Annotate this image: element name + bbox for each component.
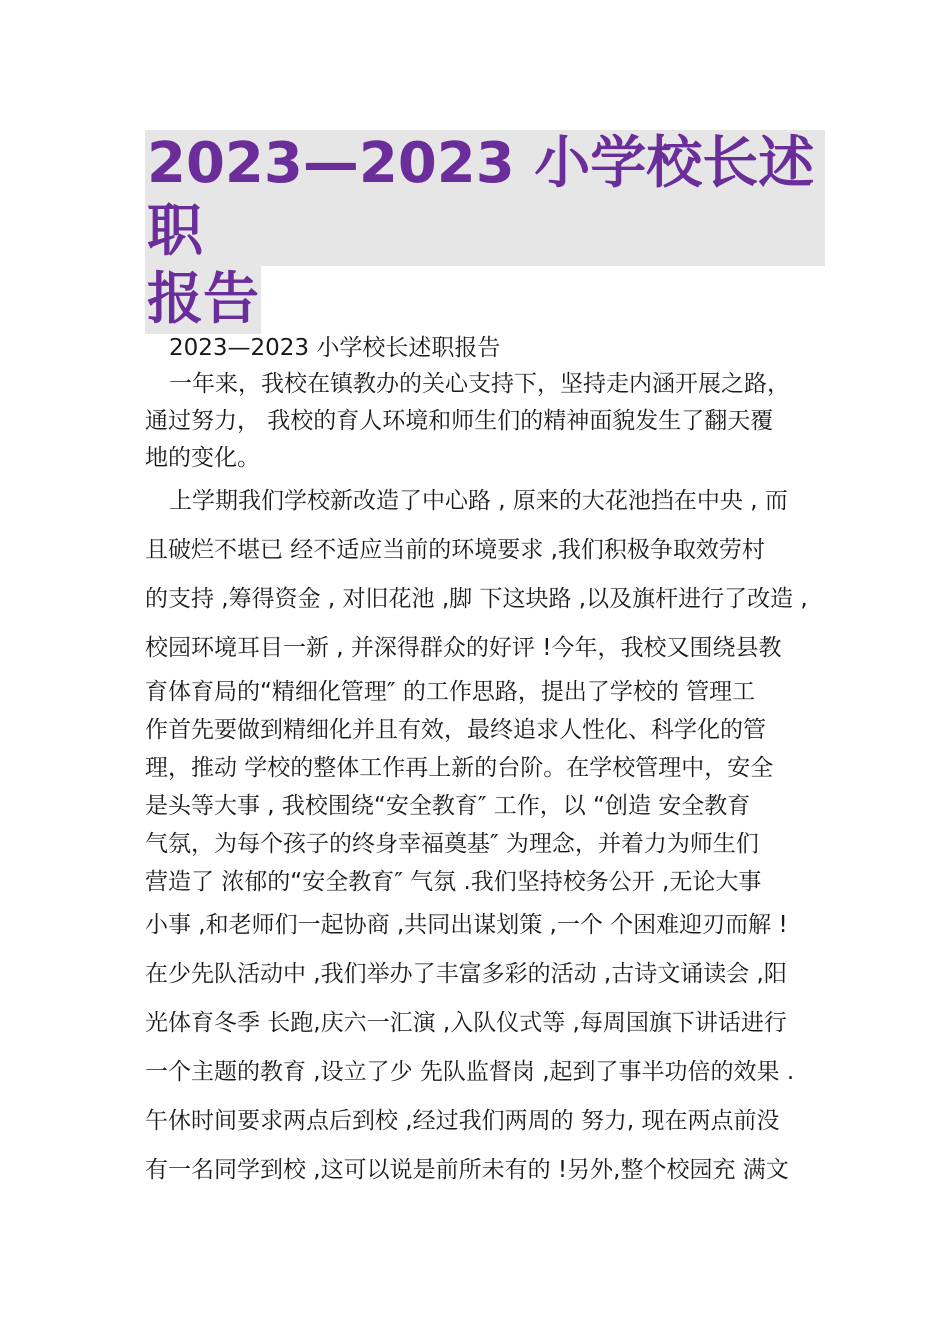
paragraph-line: 通过努力， 我校的育人环境和师生们的精神面貌发生了翻天覆 [145,408,774,434]
document-title-line-2: 报告 [147,267,259,332]
paragraph-line: 在少先队活动中 ,我们举办了丰富多彩的活动 ,古诗文诵读会 ,阳 [145,961,787,987]
paragraph-line: 有一名同学到校 ,这可以说是前所未有的 !另外,整个校园充 满文 [145,1157,789,1183]
paragraph-line: 一个主题的教育 ,设立了少 先队监督岗 ,起到了事半功倍的效果 . [145,1059,795,1085]
paragraph-line: 地的变化。 [145,445,260,471]
paragraph-line: 是头等大事 , 我校围绕“安全教育″ 工作，以 “创造 安全教育 [145,793,751,819]
paragraph-line: 一年来，我校在镇教办的关心支持下，坚持走内涵开展之路， [169,371,790,397]
paragraph-line: 上学期我们学校新改造了中心路 , 原来的大花池挡在中央 , 而 [169,488,788,514]
paragraph-2-part-3 [145,787,810,901]
paragraph-line: 营造了 浓郁的“安全教育″ 气氛 .我们坚持校务公开 ,无论大事 [145,869,762,895]
paragraph-1 [145,366,810,477]
paragraph-line: 午休时间要求两点后到校 ,经过我们两周的 努力, 现在两点前没 [145,1108,780,1134]
paragraph-2-part-1 [145,477,810,673]
document-title-line-1: 2023—2023 小学校长述职 [145,130,825,266]
paragraph-line: 育体育局的“精细化管理″ 的工作思路，提出了学校的 管理工 [145,679,756,705]
paragraph-line: 小事 ,和老师们一起协商 ,共同出谋划策 ,一个 个困难迎刃而解 ! [145,912,788,938]
paragraph-line: 作首先要做到精细化并且有效，最终追求人性化、科学化的管 [145,717,766,743]
paragraph-line: 气氛，为每个孩子的终身幸福奠基″ 为理念，并着力为师生们 [145,831,759,857]
paragraph-line: 光体育冬季 长跑,庆六一汇演 ,入队仪式等 ,每周国旗下讲话进行 [145,1010,787,1036]
paragraph-2-part-4 [145,901,810,1195]
document-body [145,330,810,1195]
paragraph-2-part-2 [145,673,810,787]
paragraph-line: 且破烂不堪已 经不适应当前的环境要求 ,我们积极争取效劳村 [145,537,765,563]
document-title [145,130,825,334]
document-subtitle: 2023—2023 小学校长述职报告 [169,335,501,361]
paragraph-line: 理，推动 学校的整体工作再上新的台阶。在学校管理中，安全 [145,755,774,781]
paragraph-line: 校园环境耳目一新 , 并深得群众的好评 !今年，我校又围绕县教 [145,635,782,661]
paragraph-line: 的支持 ,筹得资金 , 对旧花池 ,脚 下这块路 ,以及旗杆进行了改造 , [145,586,808,612]
